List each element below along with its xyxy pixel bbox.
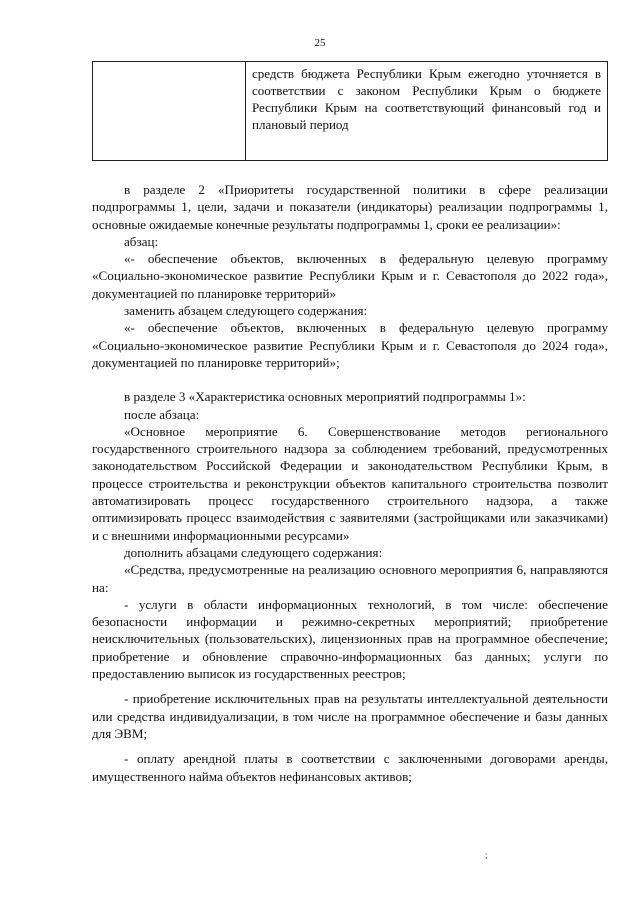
paragraph-after-abzac: после абзаца: (124, 406, 200, 422)
paragraph-section2-intro: в разделе 2 «Приоритеты государственной политики в сфере реализации подпрограммы 1, цели, задачи и показатели (индикаторы) реализации подпрограммы 1, основные ожидаемые конечные результаты подпрограммы 1, сроки ее реализации»: (92, 182, 608, 232)
table-row (93, 62, 608, 161)
paragraph-main-event-6: «Основное мероприятие 6. Совершенствование методов регионального государственного строительного надзора за соблюдением требований, предусмотренных законодательством Российской Федерации и законодательством Республики Крым, в процессе строительства и реконструкции объектов капитального строительства позволит автоматизировать процесс государственного строительного надзора, а также оптимизировать процесс взаимодействия с заявителями (застройщиками или заказчиками) и с внешними информационными ресурсами» (92, 423, 608, 543)
paragraph-section3-intro: в разделе 3 «Характеристика основных мероприятий подпрограммы 1»: (124, 389, 526, 405)
paragraph-old-text: «- обеспечение объектов, включенных в федеральную целевую программу «Социально-экономическое развитие Республики Крым и г. Севастополя до 2022 года», документацией по планировке территорий» (92, 251, 608, 301)
paragraph-funds-intro: «Средства, предусмотренные на реализацию основного мероприятия 6, направляются на: (92, 562, 608, 595)
paragraph-replace: заменить абзацем следующего содержания: (124, 303, 368, 319)
paragraph-new-text: «- обеспечение объектов, включенных в федеральную целевую программу «Социально-экономическое развитие Республики Крым и г. Севастополя до 2024 года», документацией по планировке территорий»; (92, 320, 608, 370)
list-item-rent: - оплату арендной платы в соответствии с заключенными договорами аренды, имущественного найма объектов нефинансовых активов; (92, 751, 608, 784)
stray-mark: ; (485, 850, 488, 860)
continuation-table (92, 61, 608, 161)
page-number: 25 (314, 37, 326, 49)
list-item-it-services: - услуги в области информационных технологий, в том числе: обеспечение безопасности информации и режимно-секретных мероприятий; приобретение неисключительных (пользовательских), лицензионных прав на программное обеспечение; приобретение и обновление справочно-информационных баз данных; услуги по предоставлению выписок из государственных реестров; (92, 596, 608, 682)
paragraph-abzac: абзац: (124, 233, 159, 249)
list-item-exclusive-rights: - приобретение исключительных прав на результаты интеллектуальной деятельности или средства индивидуализации, в том числе на программное обеспечение и базы данных для ЭВМ; (92, 691, 608, 741)
table-cell-text: средств бюджета Республики Крым ежегодно уточняется в соответствии с законом Республики Крым о бюджете Республики Крым на соответствующий финансовый год и плановый период (246, 62, 608, 161)
document-body (92, 181, 608, 785)
paragraph-supplement: дополнить абзацами следующего содержания: (124, 544, 383, 560)
table-cell-empty (93, 62, 246, 161)
